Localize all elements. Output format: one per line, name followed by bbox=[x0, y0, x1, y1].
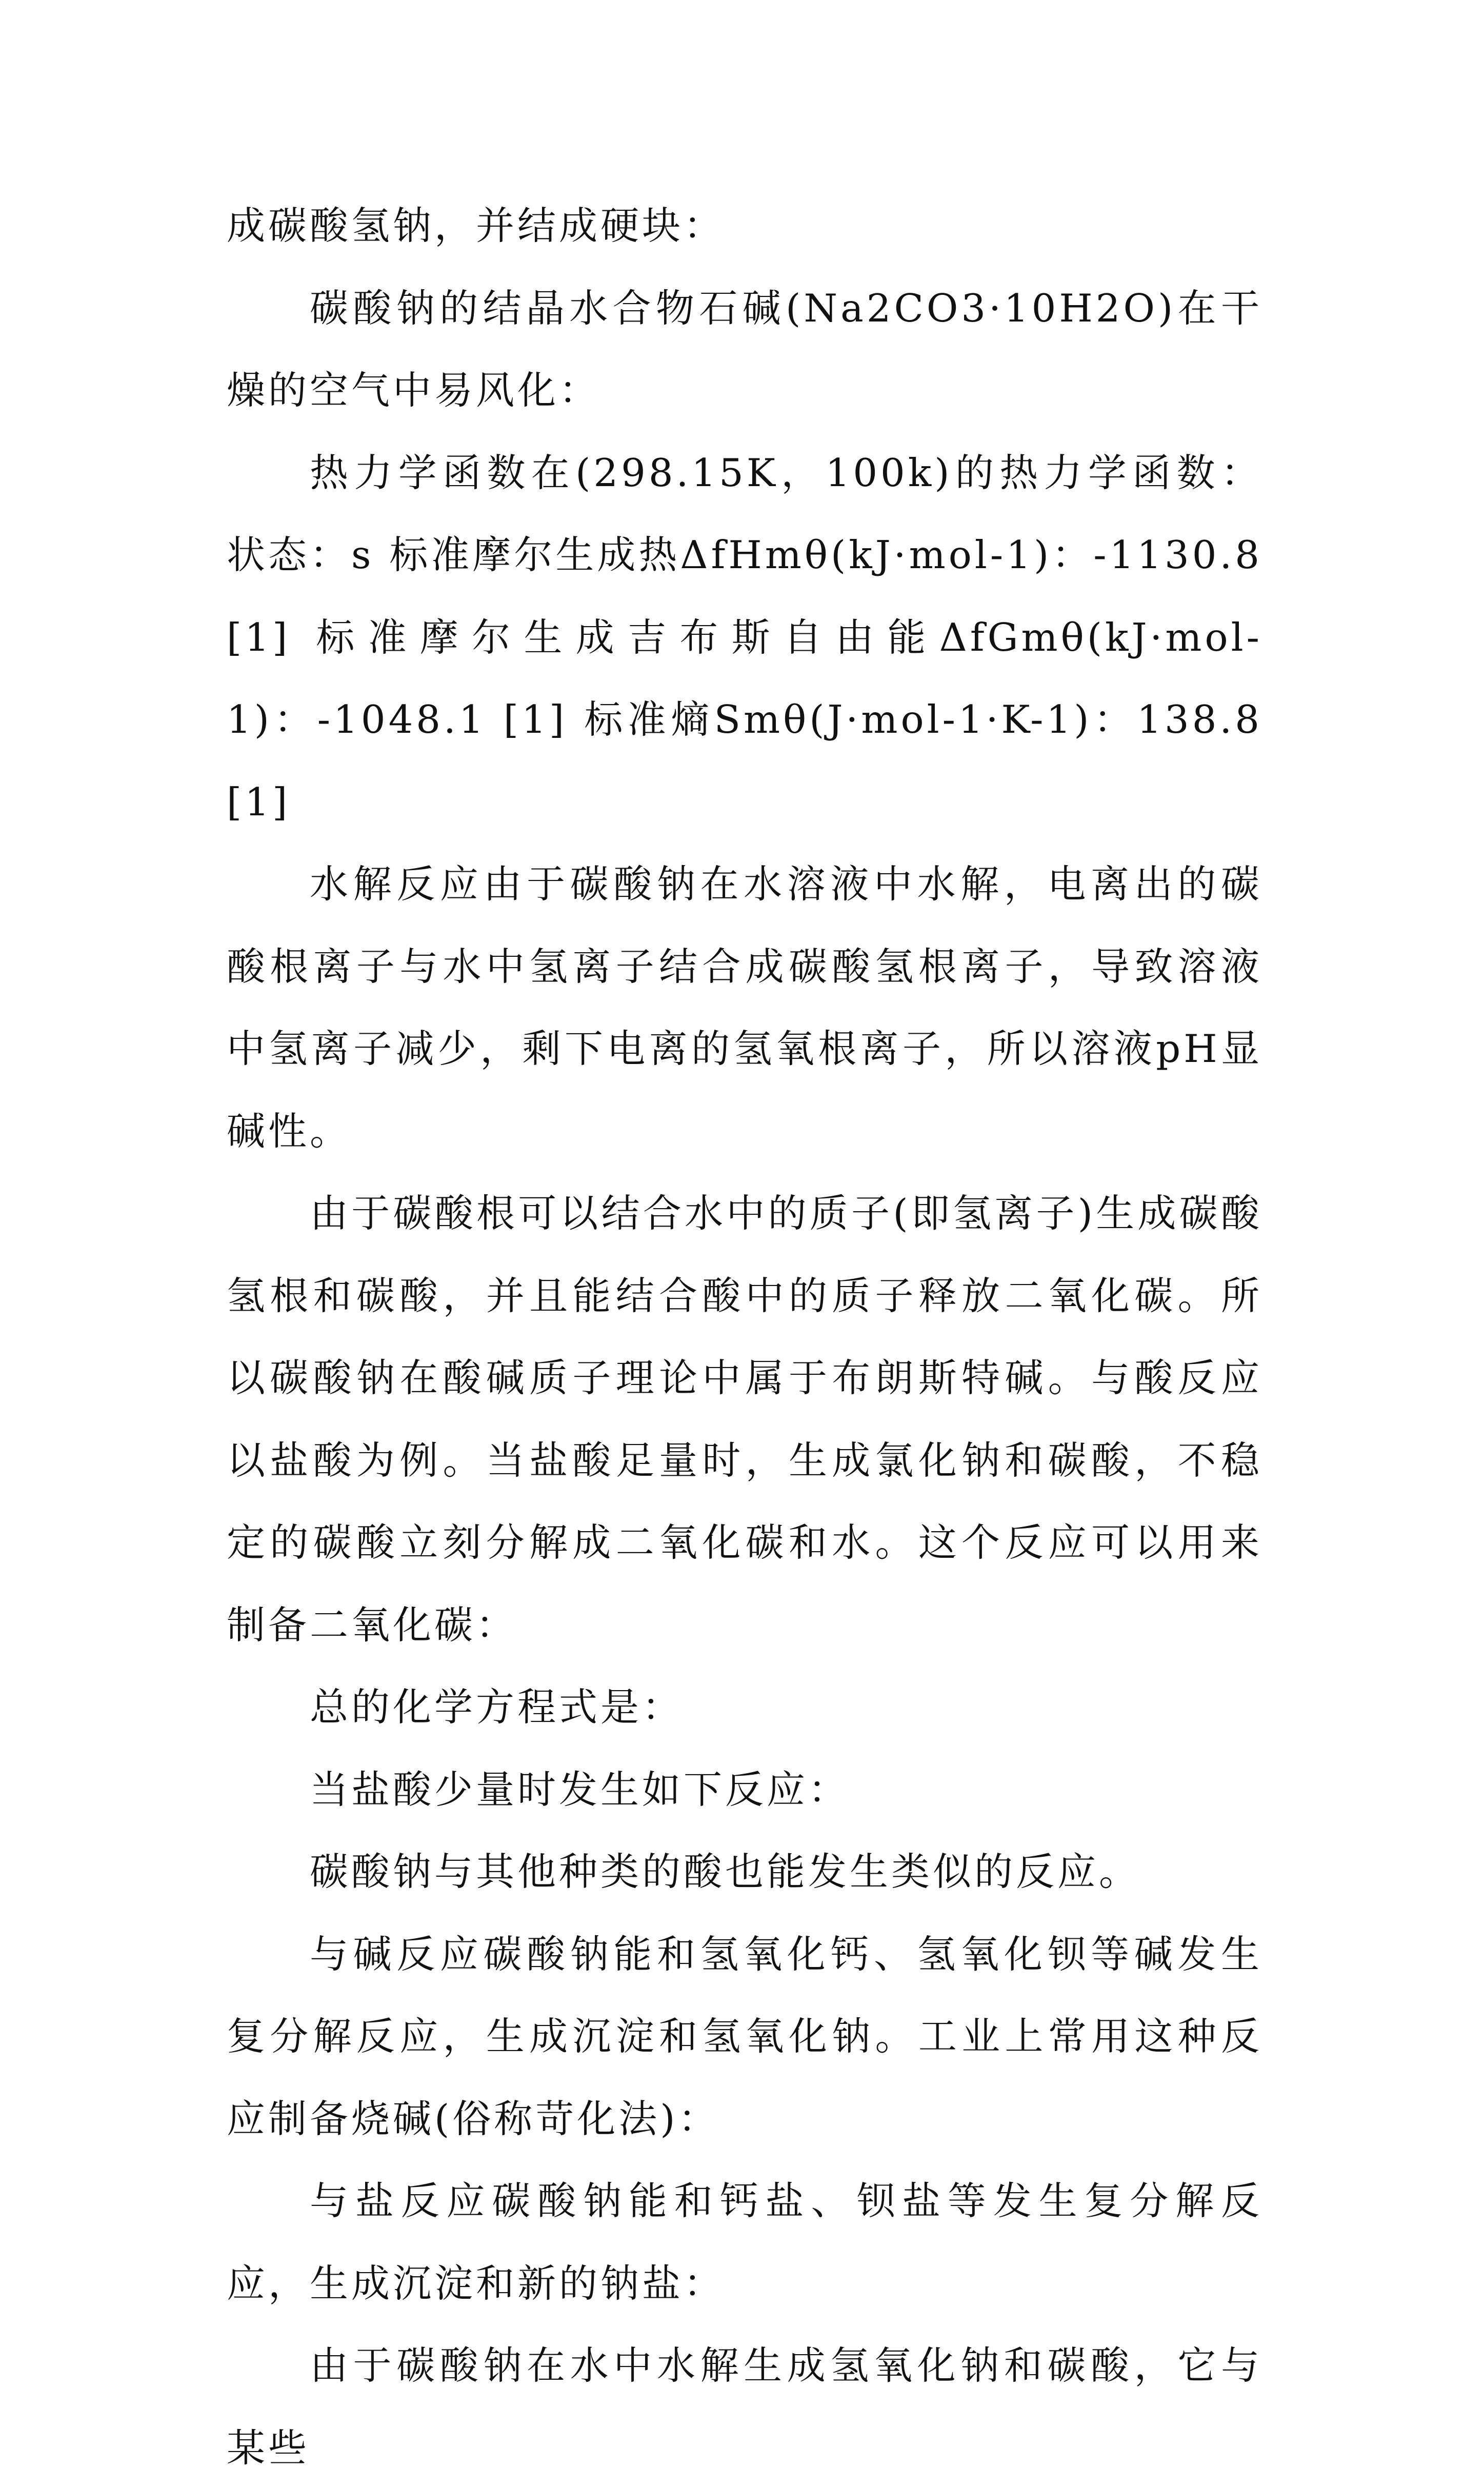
paragraph-3: 热力学函数在(298.15K，100k)的热力学函数：状态：s 标准摩尔生成热ΔfHmθ(kJ·mol-1)：-1130.8 [1] 标准摩尔生成吉布斯自由能ΔfGmθ(kJ·mol-1)：-1048.1 [1] 标准熵Smθ(J·mol-1·K-1)：138.8 [1] bbox=[227, 450, 1262, 825]
paragraph-7: 当盐酸少量时发生如下反应： bbox=[310, 1767, 850, 1812]
document-body bbox=[227, 185, 1262, 2489]
paragraph-5: 由于碳酸根可以结合水中的质子(即氢离子)生成碳酸氢根和碳酸，并且能结合酸中的质子释放二氧化碳。所以碳酸钠在酸碱质子理论中属于布朗斯特碱。与酸反应以盐酸为例。当盐酸足量时，生成氯化钠和碳酸，不稳定的碳酸立刻分解成二氧化碳和水。这个反应可以用来制备二氧化碳： bbox=[227, 1191, 1262, 1648]
paragraph-11: 由于碳酸钠在水中水解生成氢氧化钠和碳酸，它与某些 bbox=[227, 2343, 1262, 2471]
paragraph-8: 碳酸钠与其他种类的酸也能发生类似的反应。 bbox=[310, 1849, 1141, 1894]
paragraph-9: 与碱反应碳酸钠能和氢氧化钙、氢氧化钡等碱发生复分解反应，生成沉淀和氢氧化钠。工业上常用这种反应制备烧碱(俗称苛化法)： bbox=[227, 1931, 1262, 2141]
paragraph-6: 总的化学方程式是： bbox=[310, 1684, 684, 1730]
paragraph-4: 水解反应由于碳酸钠在水溶液中水解，电离出的碳酸根离子与水中氢离子结合成碳酸氢根离子，导致溶液中氢离子减少，剩下电离的氢氧根离子，所以溶液pH显碱性。 bbox=[227, 861, 1262, 1154]
paragraph-2: 碳酸钠的结晶水合物石碱(Na2CO3·10H2O)在干燥的空气中易风化： bbox=[227, 285, 1262, 413]
paragraph-10: 与盐反应碳酸钠能和钙盐、钡盐等发生复分解反应，生成沉淀和新的钠盐： bbox=[227, 2178, 1262, 2306]
paragraph-1: 成碳酸氢钠，并结成硬块： bbox=[227, 203, 726, 248]
